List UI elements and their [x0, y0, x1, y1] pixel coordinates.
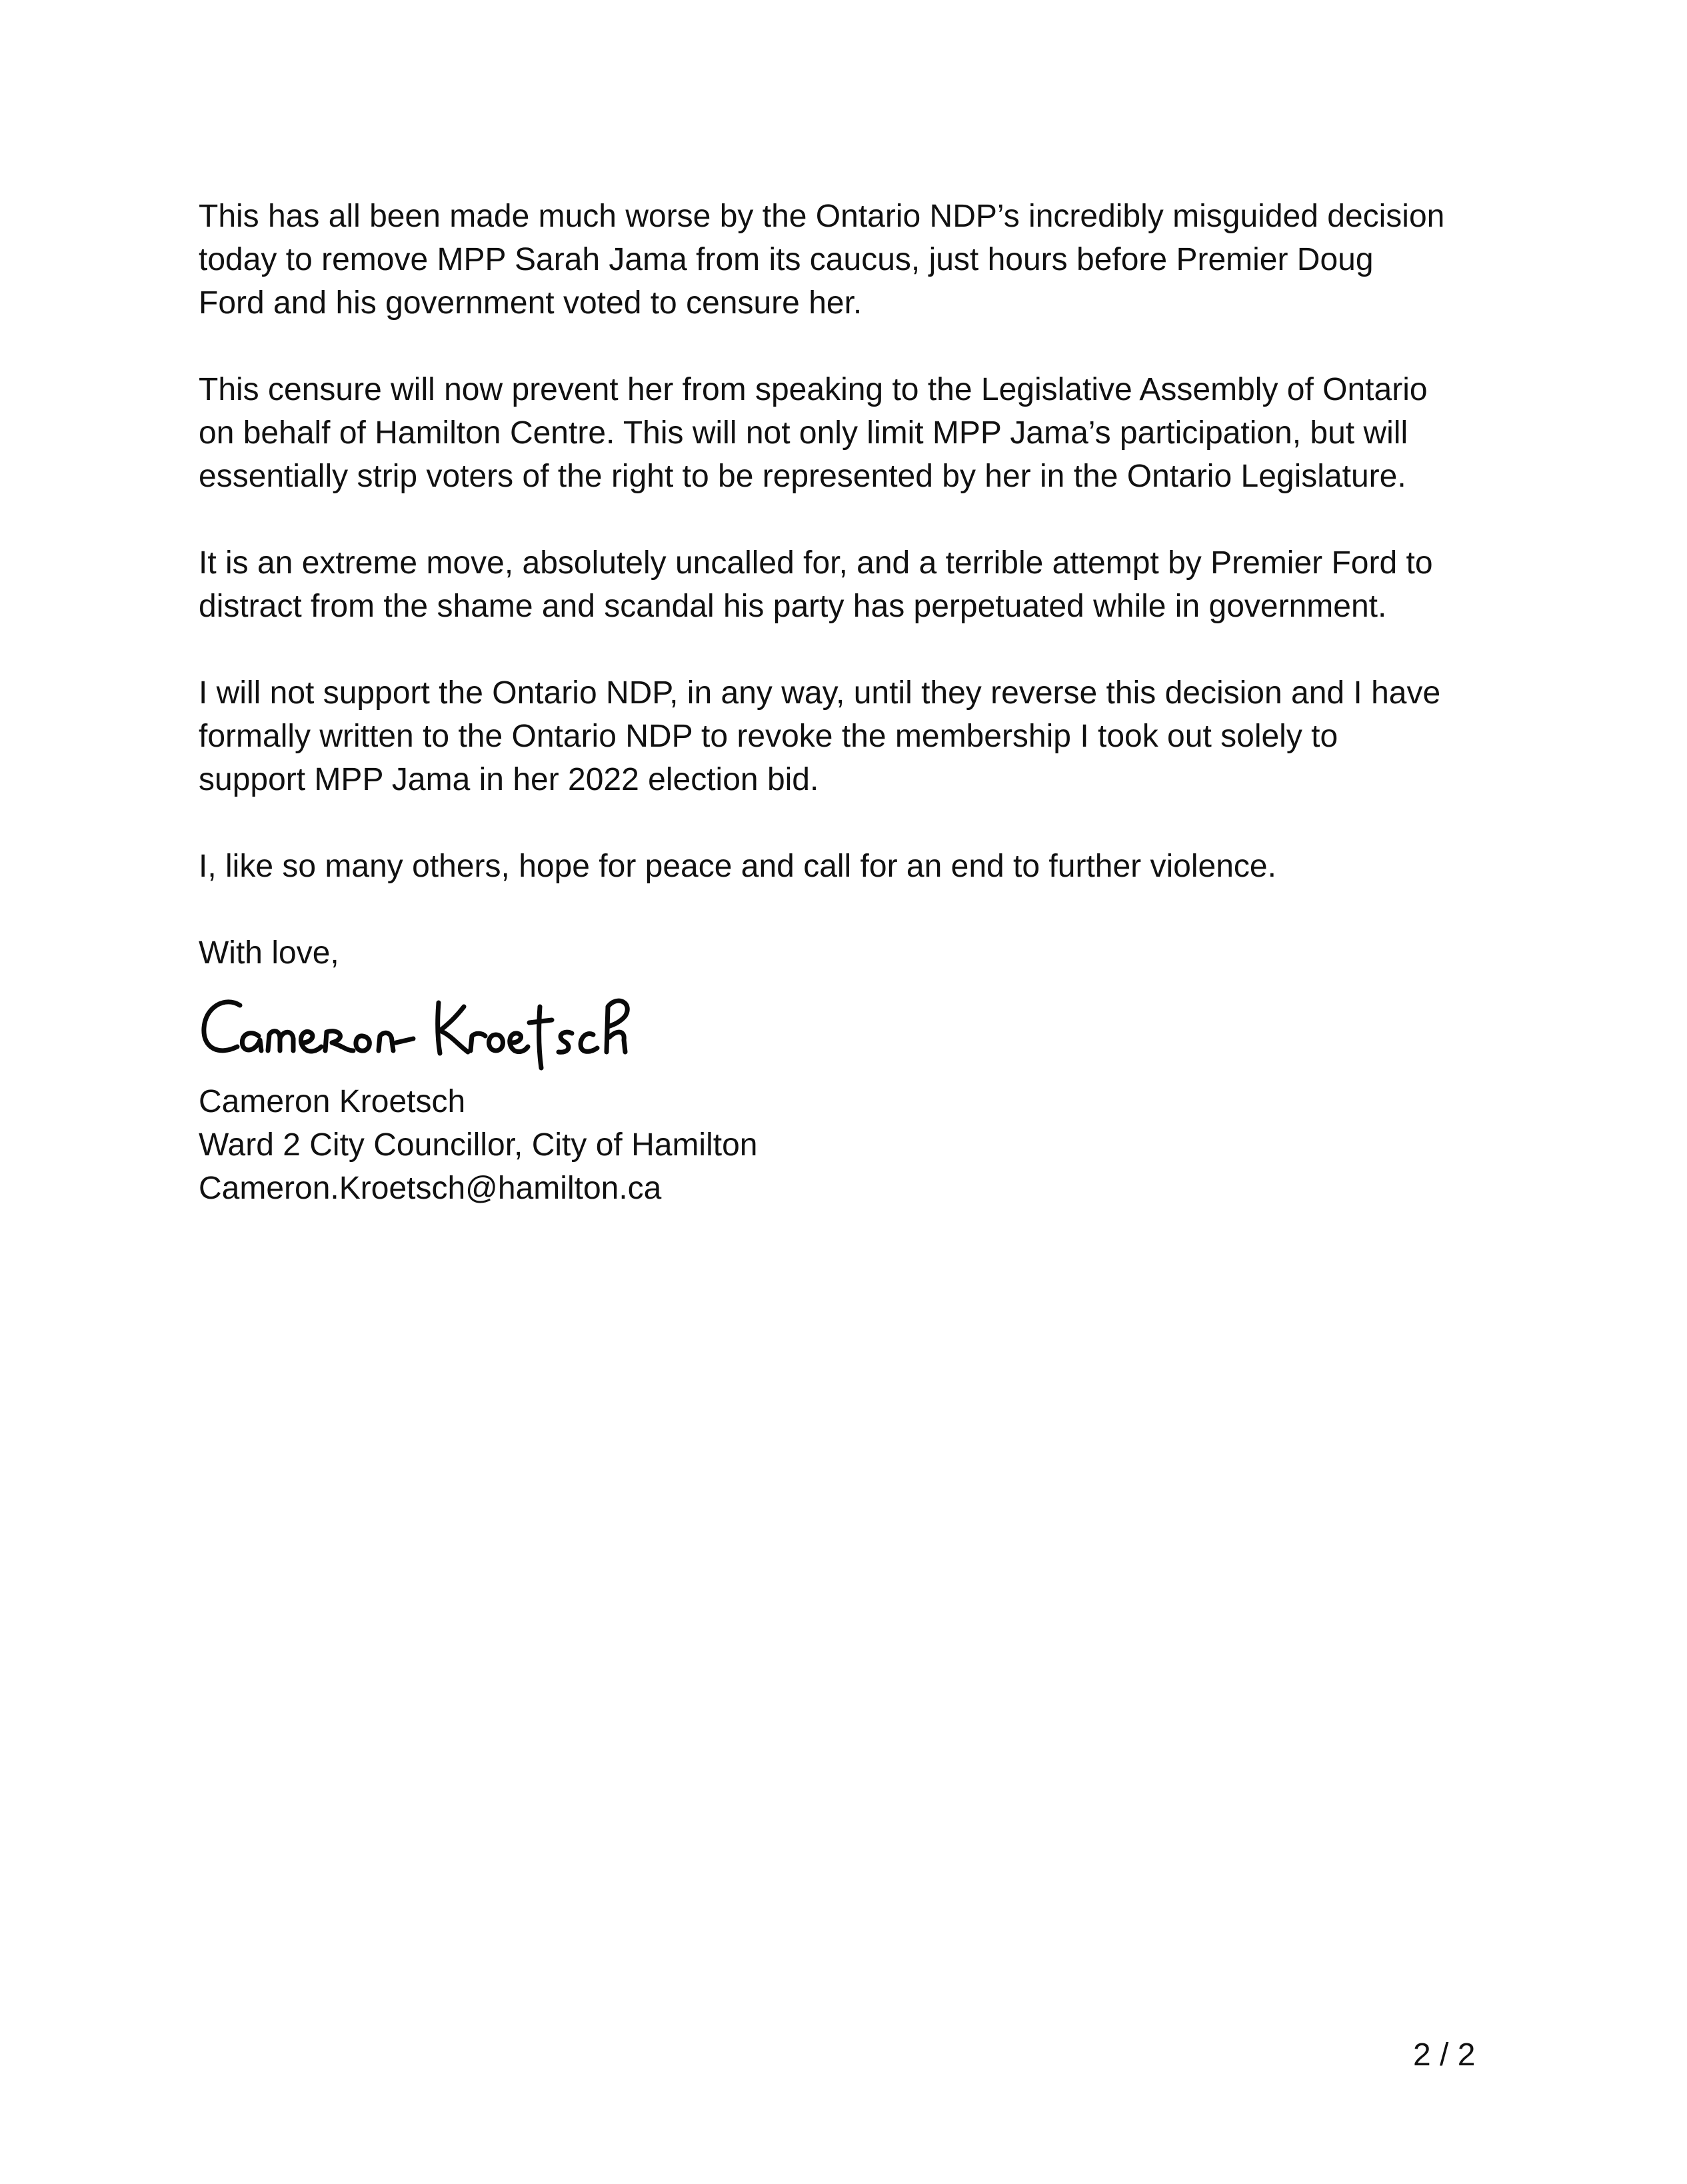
paragraph-5: I, like so many others, hope for peace and call for an end to further violence.: [199, 849, 1276, 884]
closing-line: With love,: [199, 935, 339, 971]
letter-body: [199, 195, 1518, 1210]
signatory-email: Cameron.Kroetsch@hamilton.ca: [199, 1171, 662, 1206]
signatory-title: Ward 2 City Councillor, City of Hamilton: [199, 1127, 758, 1163]
paragraph-3: It is an extreme move, absolutely uncalled for, and a terrible attempt by Premier Ford to distract from the shame and scandal his party has perpetuated while in government.: [199, 545, 1433, 624]
paragraph-2: This censure will now prevent her from speaking to the Legislative Assembly of Ontario on behalf of Hamilton Centre. This will not only limit MPP Jama’s participation, but will essentially strip voters of the right to be represented by her in the Ontario Legislature.: [199, 372, 1428, 494]
handwritten-signature: [199, 987, 719, 1073]
signatory-name: Cameron Kroetsch: [199, 1084, 466, 1119]
paragraph-4: I will not support the Ontario NDP, in any way, until they reverse this decision and I have formally written to the Ontario NDP to revoke the membership I took out solely to support MPP Jama in her 2022 election bid.: [199, 675, 1441, 797]
page-number: 2 / 2: [1413, 2037, 1476, 2073]
paragraph-1: This has all been made much worse by the Ontario NDP’s incredibly misguided decision today to remove MPP Sarah Jama from its caucus, just hours before Premier Doug Ford and his government voted to censure her.: [199, 199, 1445, 321]
